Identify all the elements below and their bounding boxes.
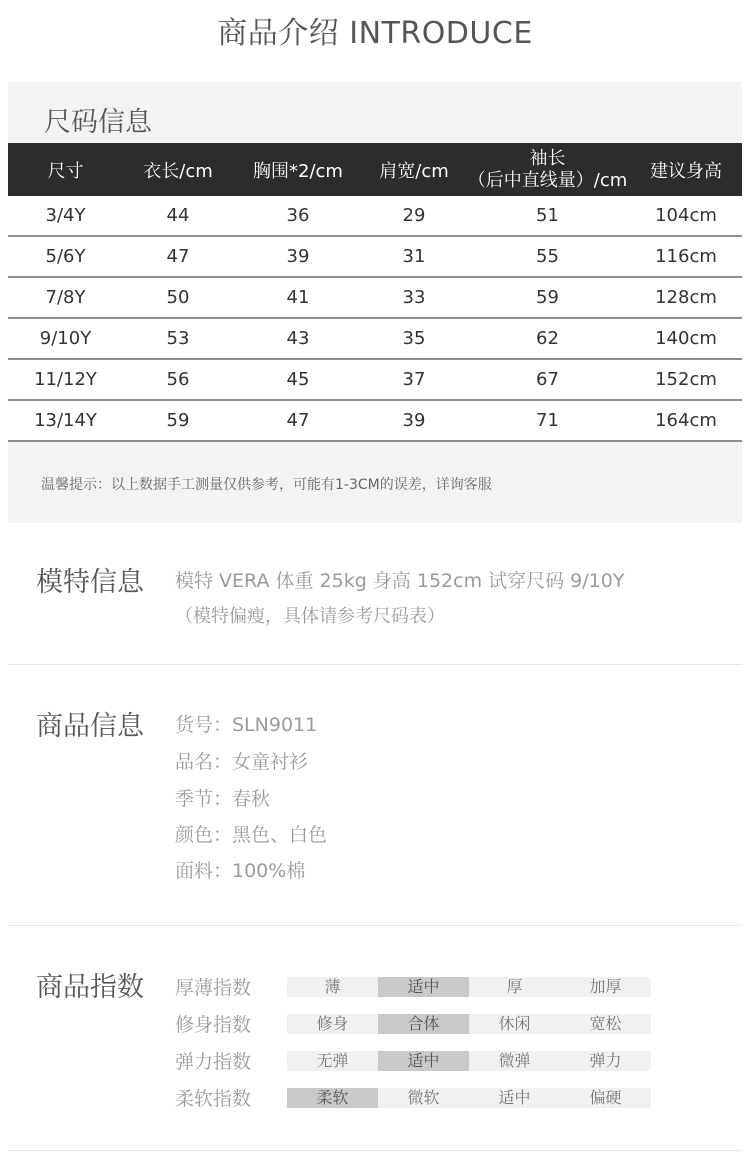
header-chest: 胸围*2/cm bbox=[253, 160, 343, 182]
table-cell: 44 bbox=[166, 205, 190, 226]
table-cell: 5/6Y bbox=[45, 246, 86, 267]
index-option: 厚 bbox=[506, 976, 523, 996]
table-cell: 43 bbox=[286, 328, 310, 349]
index-option: 适中 bbox=[498, 1087, 531, 1107]
table-cell: 13/14Y bbox=[34, 410, 97, 431]
table-cell: 37 bbox=[402, 369, 426, 390]
table-cell: 11/12Y bbox=[34, 369, 97, 390]
index-option: 薄 bbox=[324, 976, 341, 996]
table-cell: 39 bbox=[286, 246, 310, 267]
header-sleeve bbox=[465, 148, 630, 192]
table-cell: 140cm bbox=[655, 328, 717, 349]
table-cell: 35 bbox=[402, 328, 426, 349]
header-height: 建议身高 bbox=[650, 160, 722, 182]
index-option-selected: 柔软 bbox=[287, 1088, 378, 1108]
product-info-line: 品名：女童衬衫 bbox=[175, 751, 309, 773]
table-cell: 31 bbox=[402, 246, 426, 267]
table-cell: 3/4Y bbox=[45, 205, 86, 226]
index-scale bbox=[287, 1088, 651, 1108]
section-divider bbox=[8, 1150, 742, 1151]
index-option: 微弹 bbox=[498, 1050, 531, 1070]
size-tip: 温馨提示：以上数据手工测量仅供参考，可能有1-3CM的误差，详询客服 bbox=[41, 477, 492, 493]
index-label: 修身指数 bbox=[175, 1014, 252, 1036]
model-info-line1: 模特 VERA 体重 25kg 身高 152cm 试穿尺码 9/10Y bbox=[175, 570, 625, 592]
table-cell: 62 bbox=[536, 328, 559, 349]
index-option-selected: 适中 bbox=[378, 1051, 469, 1071]
index-label: 厚薄指数 bbox=[175, 977, 252, 999]
model-info-line2: （模特偏瘦，具体请参考尺码表） bbox=[175, 606, 445, 627]
section-divider bbox=[8, 664, 742, 665]
size-info-panel bbox=[8, 82, 742, 523]
table-row bbox=[8, 196, 742, 237]
table-cell: 9/10Y bbox=[39, 328, 92, 349]
header-sleeve-line2: （后中直线量）/cm bbox=[467, 169, 628, 191]
index-option-selected: 适中 bbox=[378, 977, 469, 997]
table-cell: 53 bbox=[166, 328, 190, 349]
header-size: 尺寸 bbox=[47, 160, 84, 182]
table-row bbox=[8, 360, 742, 401]
index-option: 修身 bbox=[316, 1013, 349, 1033]
product-info-line: 货号：SLN9011 bbox=[175, 714, 318, 736]
table-row bbox=[8, 401, 742, 442]
table-row bbox=[8, 278, 742, 319]
intro-title: 商品介绍 INTRODUCE bbox=[217, 16, 533, 51]
product-index-title: 商品指数 bbox=[36, 972, 144, 1003]
table-cell: 51 bbox=[536, 205, 559, 226]
index-row-softness bbox=[175, 1084, 651, 1111]
index-scale bbox=[287, 977, 651, 997]
table-cell: 56 bbox=[166, 369, 190, 390]
table-row bbox=[8, 319, 742, 360]
product-info-line: 颜色：黑色、白色 bbox=[175, 824, 328, 846]
product-info-title: 商品信息 bbox=[36, 711, 144, 742]
table-cell: 41 bbox=[286, 287, 310, 308]
table-cell: 59 bbox=[536, 287, 559, 308]
index-option: 偏硬 bbox=[589, 1087, 622, 1107]
index-option: 休闲 bbox=[498, 1013, 531, 1033]
table-cell: 71 bbox=[536, 410, 559, 431]
table-cell: 55 bbox=[536, 246, 559, 267]
table-cell: 39 bbox=[402, 410, 426, 431]
table-cell: 47 bbox=[166, 246, 190, 267]
index-option: 无弹 bbox=[316, 1050, 349, 1070]
header-length: 衣长/cm bbox=[143, 160, 213, 182]
table-cell: 45 bbox=[286, 369, 310, 390]
section-divider bbox=[8, 925, 742, 926]
table-cell: 33 bbox=[402, 287, 426, 308]
index-option-selected: 合体 bbox=[378, 1014, 469, 1034]
table-cell: 152cm bbox=[655, 369, 717, 390]
index-row-fit bbox=[175, 1010, 651, 1037]
index-row-elasticity bbox=[175, 1047, 651, 1074]
table-cell: 47 bbox=[286, 410, 310, 431]
table-cell: 128cm bbox=[655, 287, 717, 308]
model-info-title: 模特信息 bbox=[36, 567, 144, 598]
table-cell: 29 bbox=[402, 205, 426, 226]
table-cell: 7/8Y bbox=[45, 287, 86, 308]
table-cell: 59 bbox=[166, 410, 190, 431]
size-info-title: 尺码信息 bbox=[44, 107, 152, 138]
product-info-line: 季节：春秋 bbox=[175, 788, 271, 810]
index-scale bbox=[287, 1014, 651, 1034]
table-row bbox=[8, 237, 742, 278]
index-label: 柔软指数 bbox=[175, 1088, 252, 1110]
table-cell: 50 bbox=[166, 287, 190, 308]
table-cell: 36 bbox=[286, 205, 310, 226]
product-info-line: 面料：100%棉 bbox=[175, 860, 306, 882]
index-option: 宽松 bbox=[589, 1013, 622, 1033]
index-option: 微软 bbox=[407, 1087, 440, 1107]
table-cell: 116cm bbox=[655, 246, 717, 267]
table-cell: 164cm bbox=[655, 410, 717, 431]
size-table bbox=[8, 143, 742, 442]
table-cell: 104cm bbox=[655, 205, 717, 226]
index-option: 加厚 bbox=[589, 976, 622, 996]
header-shoulder: 肩宽/cm bbox=[379, 160, 449, 182]
index-option: 弹力 bbox=[589, 1050, 622, 1070]
index-label: 弹力指数 bbox=[175, 1051, 252, 1073]
header-sleeve-line1: 袖长 bbox=[529, 147, 566, 169]
size-table-header bbox=[8, 143, 742, 196]
index-row-thickness bbox=[175, 973, 651, 1000]
index-scale bbox=[287, 1051, 651, 1071]
table-cell: 67 bbox=[536, 369, 559, 390]
